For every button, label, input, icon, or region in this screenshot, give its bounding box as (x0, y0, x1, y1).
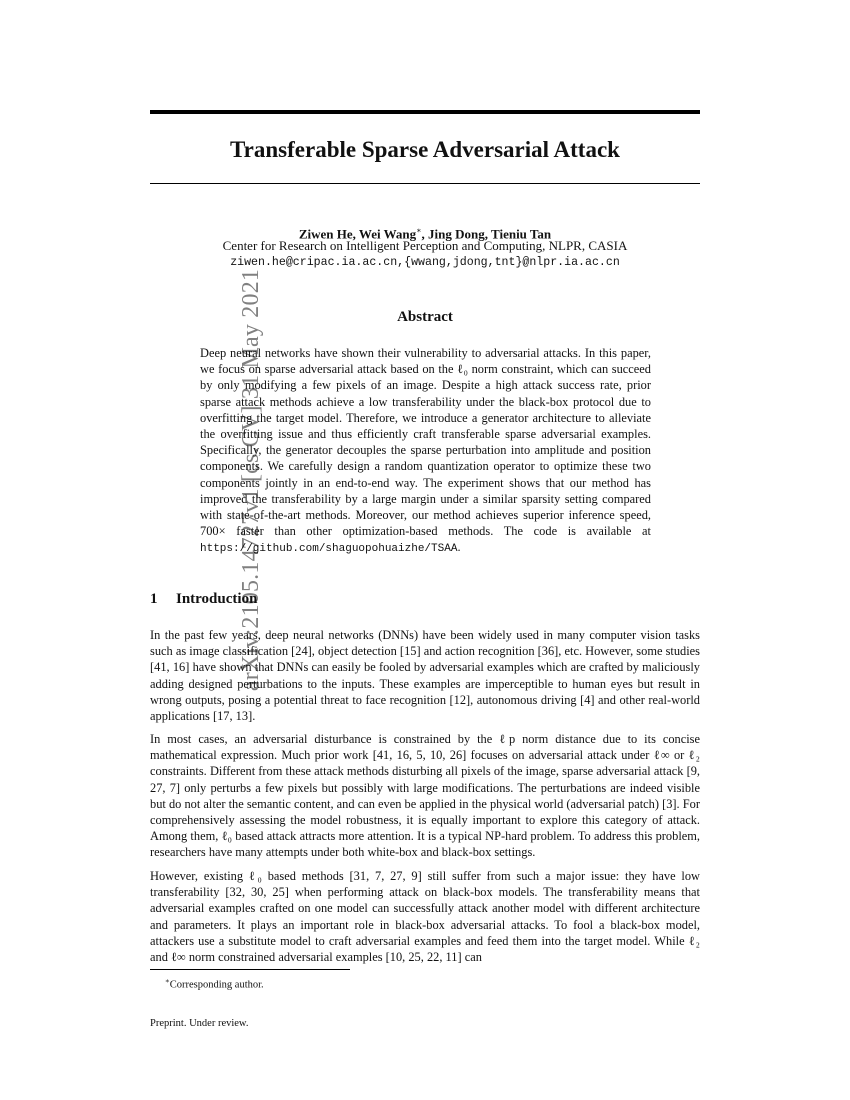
title-bottom-rule (150, 183, 700, 184)
paper-title: Transferable Sparse Adversarial Attack (230, 137, 620, 162)
preprint-note: Preprint. Under review. (150, 1018, 249, 1029)
author-names-rest: , Jing Dong, Tieniu Tan (421, 226, 552, 242)
section-title: Introduction (176, 591, 258, 607)
footnote (165, 974, 264, 993)
intro-paragraph-1: In the past few years, deep neural networks (DNNs) have been widely used in many computer vision tasks such as image classification [24], object detection [15] and action recognition [36], etc. However, some studies [41, 16] have shown that DNNs can easily be fooled by adversarial examples which are crafted by maliciously adding designed perturbations to the inputs. These examples are imperceptible to human eyes but result in wrong outputs, posing a potential threat to face recognition [12], autonomous driving [4] and other real-world applications [17, 13]. (150, 628, 700, 724)
corresponding-author-mark: ∗ (416, 226, 422, 235)
footnote-mark: ∗ (165, 977, 170, 985)
intro-paragraph-2: In most cases, an adversarial disturbance is constrained by the ℓp norm distance due to its concise mathematical expression. Much prior work [41, 16, 5, 10, 26] focuses on adversarial attack under ℓ∞ or ℓ₂ constraints. Different from these attack methods disturbing all pixels of the image, sparse adversarial attack [9, 27, 7] only perturbs a few pixels but possibly with large modifications. The perturbations are indeed visible but do not alter the semantic content, and can even be applied in the physical world (adversarial patch) [3]. For comprehensively assessing the model robustness, it is equally important to explore this category of attack. Among them, ℓ₀ based attack attracts more attention. It is a typical NP-hard problem. To address this problem, researchers have many attempts under both white-box and black-box settings. (150, 732, 700, 860)
abstract-body: Deep neural networks have shown their vulnerability to adversarial attacks. In this paper, we focus on sparse adversarial attack based on the ℓ₀ norm constraint, which can succeed by only modifying a few pixels of an image. Despite a high attack success rate, prior sparse attack methods achieve a low transferability under the black-box protocol due to overfitting the target model. Therefore, we introduce a generator architecture to alleviate the overfitting issue and thus efficiently craft transferable sparse adversarial examples. Specifically, the generator decouples the sparse perturbation into amplitude and position components. We carefully design a random quantization operator to optimize these two components jointly in an end-to-end way. The experiment shows that our method has improved the transferability by a large margin under a similar sparsity setting compared with state-of-the-art methods. Moreover, our method achieves superior inference speed, 700× faster than other optimization-based methods. The code is available at (200, 346, 651, 539)
author-names: Ziwen He, Wei Wang (298, 226, 417, 242)
author-email: ziwen.he@cripac.ia.ac.cn,{wwang,jdong,tnt}@nlpr.ia.ac.cn (230, 256, 620, 269)
abstract-text (200, 345, 651, 558)
footnote-text: Corresponding author. (169, 979, 264, 991)
title-top-rule (150, 110, 700, 114)
footnote-rule (150, 969, 350, 970)
code-link[interactable]: https://github.com/shaguopohuaizhe/TSAA (200, 543, 458, 556)
section-number: 1 (150, 591, 158, 607)
section-heading (150, 590, 700, 608)
affiliation: Center for Research on Intelligent Perception and Computing, NLPR, CASIA (222, 238, 628, 253)
arxiv-identifier: arXiv:2105.14727v1 [cs.CV] 31 May 2021 (238, 268, 264, 692)
intro-paragraph-3: However, existing ℓ₀ based methods [31, 7, 27, 9] still suffer from such a major issue: they have low transferability [32, 30, 25] when performing attack on black-box models. The transferability means that adversarial examples crafted on one model can successfully attack another model with different architecture and parameters. It plays an important role in black-box adversarial attacks. To fool a black-box model, attackers use a substitute model to craft adversarial examples and feed them into the target model. While ℓ₂ and ℓ∞ norm constrained adversarial examples [10, 25, 22, 11] can (150, 869, 700, 965)
abstract-heading: Abstract (397, 309, 453, 325)
abstract-end: . (457, 540, 461, 555)
